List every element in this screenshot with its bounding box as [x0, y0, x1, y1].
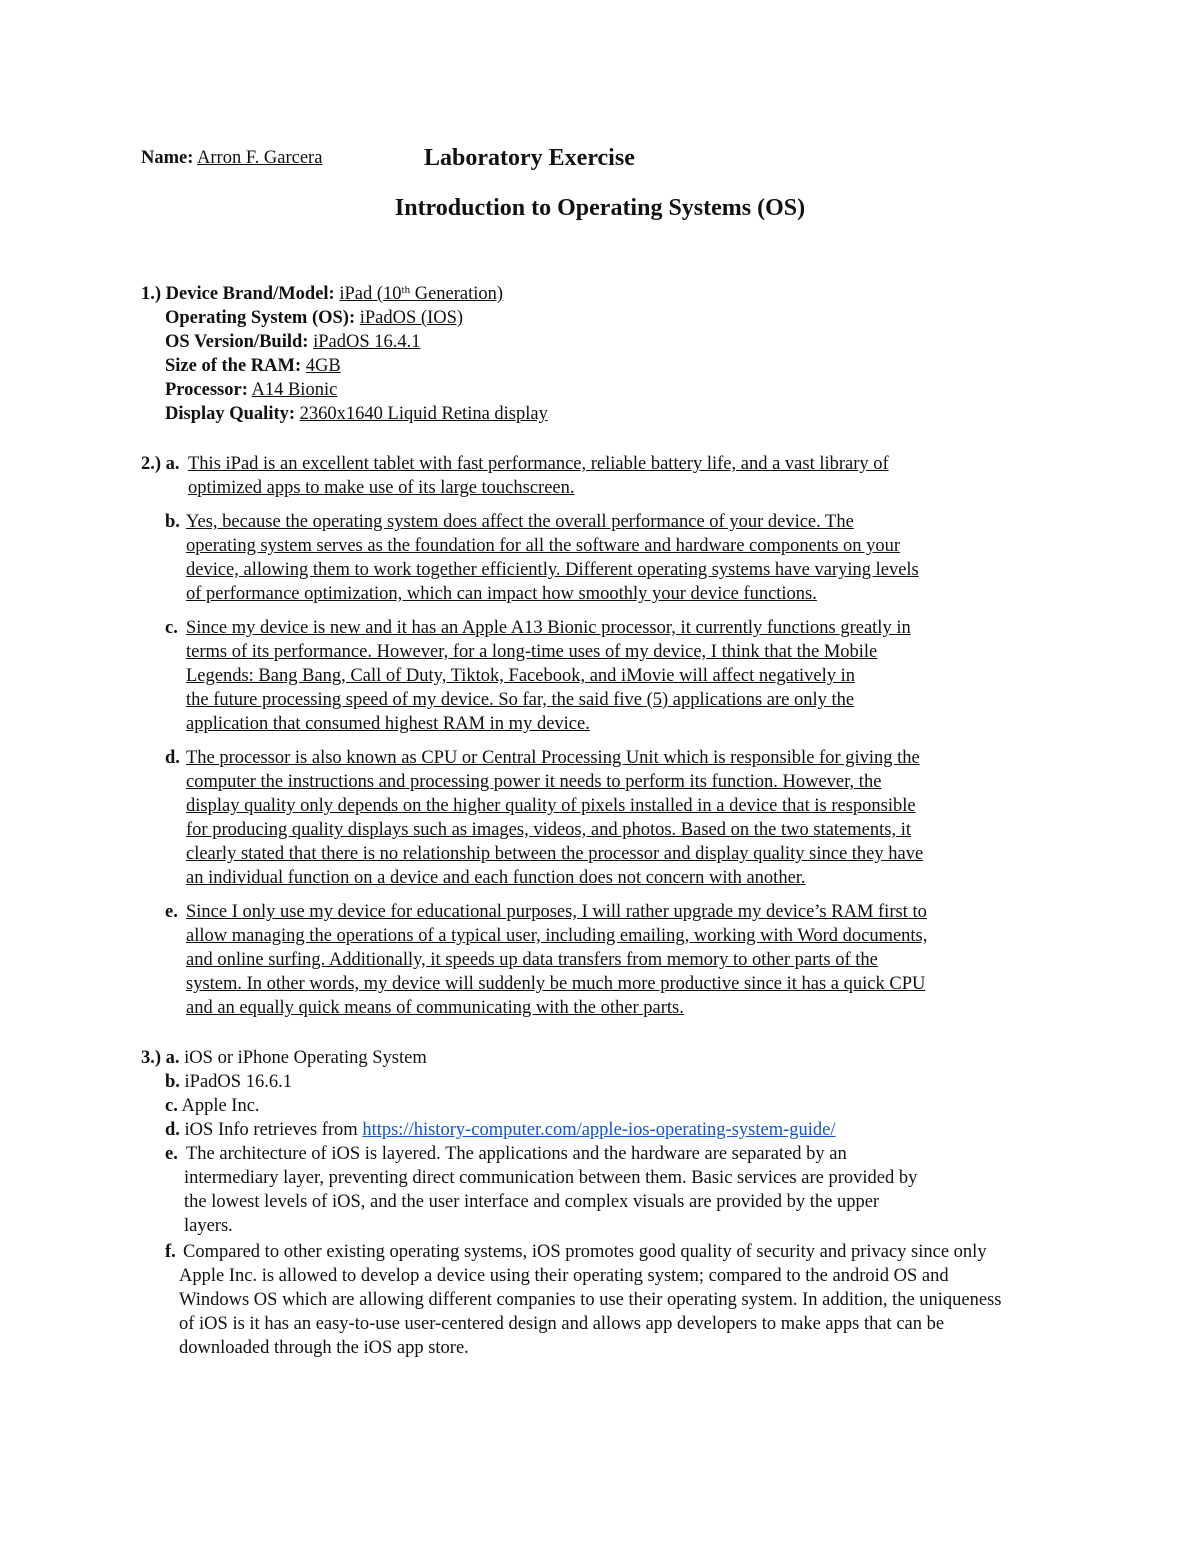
- q3-c-letter: c.: [165, 1096, 178, 1116]
- q3-d-text: iOS Info retrieves from: [184, 1120, 358, 1140]
- q3-f-letter: f.: [165, 1242, 176, 1262]
- q1-version-value: iPadOS 16.4.1: [313, 332, 421, 352]
- q3-number: 3.): [141, 1048, 162, 1068]
- q2-e-line-2: allow managing the operations of a typical user, including emailing, working with Word documents,: [186, 926, 928, 946]
- q1-version-label: OS Version/Build:: [165, 332, 309, 352]
- q2-b-line-2: operating system serves as the foundation for all the software and hardware components on your: [186, 536, 901, 556]
- q3-b-letter: b.: [165, 1072, 180, 1092]
- document-title: Introduction to Operating Systems (OS): [394, 195, 806, 221]
- q2-c-letter: c.: [165, 618, 178, 638]
- q2-e-letter: e.: [165, 902, 178, 922]
- q3-a-text: iOS or iPhone Operating System: [184, 1048, 427, 1068]
- q3-e-line-2: intermediary layer, preventing direct communication between them. Basic services are provided by: [184, 1168, 918, 1188]
- q1-device-value-tail: Generation): [410, 284, 504, 304]
- q1-number: 1.): [141, 284, 162, 304]
- q3-c-text: Apple Inc.: [181, 1096, 260, 1116]
- q1-os-value: iPadOS (IOS): [359, 308, 464, 328]
- q2-c-line-2: terms of its performance. However, for a long-time uses of my device, I think that the Mobile: [186, 642, 878, 662]
- q2-c-line-5: application that consumed highest RAM in my device.: [186, 714, 590, 734]
- q3-f-line-2: Apple Inc. is allowed to develop a device using their operating system; compared to the android OS and: [179, 1266, 949, 1286]
- q2-d-letter: d.: [165, 748, 180, 768]
- q3-e-letter: e.: [165, 1144, 178, 1164]
- q3-e-line-3: the lowest levels of iOS, and the user interface and complex visuals are provided by the upper: [184, 1192, 880, 1212]
- q3-f-line-4: of iOS is it has an easy-to-use user-centered design and allows app developers to make apps that can be: [179, 1314, 945, 1334]
- q3-f-line-5: downloaded through the iOS app store.: [179, 1338, 469, 1358]
- q2-a-line-1: This iPad is an excellent tablet with fast performance, reliable battery life, and a vast library of: [188, 454, 889, 474]
- q1-os-line: [165, 306, 463, 330]
- q1-ram-value: 4GB: [305, 356, 341, 376]
- q1-processor-label: Processor:: [165, 380, 248, 400]
- q3-f-line-1: Compared to other existing operating systems, iOS promotes good quality of security and privacy since only: [183, 1242, 987, 1262]
- q1-version-line: [165, 330, 420, 354]
- q3-b-text: iPadOS 16.6.1: [184, 1072, 292, 1092]
- q1-processor-value: A14 Bionic: [251, 380, 338, 400]
- q2-b-letter: b.: [165, 512, 180, 532]
- name-label: Name:: [141, 148, 194, 168]
- q1-device-value-main: iPad (10: [339, 284, 402, 304]
- q3-a-letter: a.: [165, 1048, 180, 1068]
- q2-number: [141, 452, 180, 476]
- q1-processor-line: [165, 378, 337, 402]
- q2-d-line-3: display quality only depends on the higher quality of pixels installed in a device that is responsible: [186, 796, 916, 816]
- source-link[interactable]: https://history-computer.com/apple-ios-operating-system-guide/: [362, 1120, 836, 1140]
- q2-d-line-2: computer the instructions and processing power it needs to perform its function. However, the: [186, 772, 882, 792]
- q2-d-line-1: The processor is also known as CPU or Central Processing Unit which is responsible for giving the: [186, 748, 920, 768]
- q2-c-line-4: the future processing speed of my device. So far, the said five (5) applications are only the: [186, 690, 855, 710]
- q1-display-value: 2360x1640 Liquid Retina display: [299, 404, 548, 424]
- q2-e-line-1: Since I only use my device for educational purposes, I will rather upgrade my device’s RAM first to: [186, 902, 927, 922]
- q1-device-value-sup: th: [401, 284, 411, 296]
- q2-b-line-4: of performance optimization, which can impact how smoothly your device functions.: [186, 584, 817, 604]
- q2-a-letter: a.: [165, 454, 180, 474]
- q2-d-line-6: an individual function on a device and each function does not concern with another.: [186, 868, 806, 888]
- q2-e-line-4: system. In other words, my device will suddenly be much more productive since it has a quick CPU: [186, 974, 926, 994]
- q1-display-label: Display Quality:: [165, 404, 296, 424]
- q2-b-line-1: Yes, because the operating system does affect the overall performance of your device. The: [186, 512, 854, 532]
- q3-d-line: [165, 1118, 836, 1142]
- q1-device-value: [339, 284, 503, 304]
- lab-title: Laboratory Exercise: [424, 145, 635, 171]
- name-value: Arron F. Garcera: [197, 148, 323, 168]
- q3-a-line: [141, 1046, 427, 1070]
- q1-display-line: [165, 402, 548, 426]
- q1-ram-line: [165, 354, 341, 378]
- q2-number-text: 2.): [141, 454, 162, 474]
- q3-e-line-1: The architecture of iOS is layered. The applications and the hardware are separated by an: [186, 1144, 847, 1164]
- q2-c-line-3: Legends: Bang Bang, Call of Duty, Tiktok, Facebook, and iMovie will affect negatively in: [186, 666, 855, 686]
- q3-b-line: [165, 1070, 292, 1094]
- q2-c-line-1: Since my device is new and it has an Apple A13 Bionic processor, it currently functions greatly in: [186, 618, 911, 638]
- q3-e-line-4: layers.: [184, 1216, 233, 1236]
- q2-d-line-4: for producing quality displays such as images, videos, and photos. Based on the two statements, it: [186, 820, 911, 840]
- q2-d-line-5: clearly stated that there is no relationship between the processor and display quality since they have: [186, 844, 924, 864]
- q1-device-label: Device Brand/Model:: [165, 284, 335, 304]
- name-row: [141, 146, 322, 170]
- q3-c-line: [165, 1094, 260, 1118]
- q2-a-line-2: optimized apps to make use of its large touchscreen.: [188, 478, 575, 498]
- q1-os-label: Operating System (OS):: [165, 308, 356, 328]
- q2-e-line-5: and an equally quick means of communicating with the other parts.: [186, 998, 684, 1018]
- q1-ram-label: Size of the RAM:: [165, 356, 302, 376]
- q2-b-line-3: device, allowing them to work together efficiently. Different operating systems have varying levels: [186, 560, 919, 580]
- q3-d-letter: d.: [165, 1120, 180, 1140]
- q1-device-line: [141, 282, 503, 306]
- q2-e-line-3: and online surfing. Additionally, it speeds up data transfers from memory to other parts of the: [186, 950, 878, 970]
- q3-f-line-3: Windows OS which are allowing different companies to use their operating system. In addition, the uniqueness: [179, 1290, 1002, 1310]
